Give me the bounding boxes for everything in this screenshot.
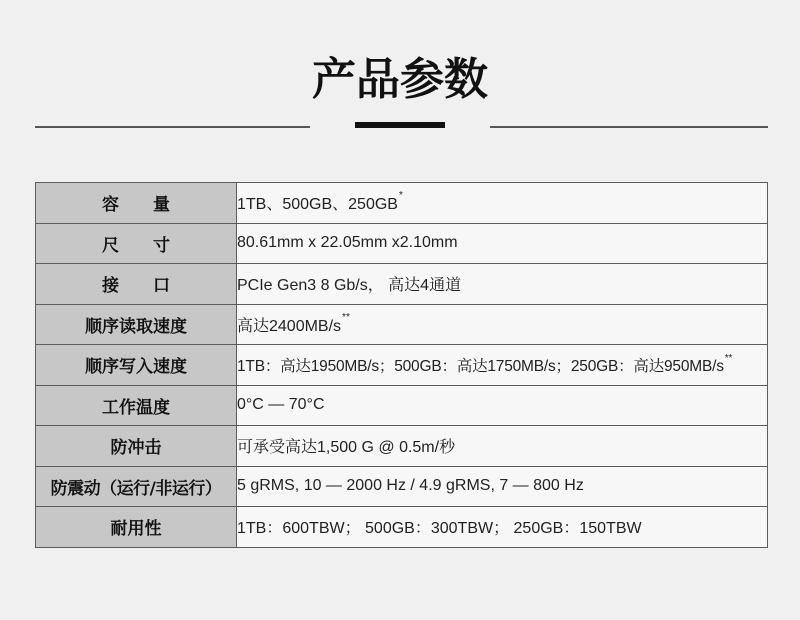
spec-value (237, 507, 768, 548)
title-rule-right (490, 126, 768, 128)
spec-row-vibration (36, 466, 768, 507)
spec-value (237, 264, 768, 305)
spec-row-seq-write (36, 345, 768, 386)
title-rule-left (35, 126, 310, 128)
spec-value (237, 223, 768, 264)
spec-label: 尺 寸 (36, 223, 237, 264)
spec-row-operating-temp (36, 385, 768, 426)
spec-value-text: 0°C — 70°C (237, 396, 325, 414)
spec-label: 接 口 (36, 264, 237, 305)
spec-value-text: 5 gRMS, 10 — 2000 Hz / 4.9 gRMS, 7 — 800 Hz (237, 477, 584, 495)
spec-value-text: 1TB：高达1950MB/s；500GB：高达1750MB/s；250GB：高达950MB/s (237, 357, 724, 375)
spec-footnote-mark: ** (724, 352, 733, 364)
spec-value-text: 1TB、500GB、250GB (237, 196, 398, 214)
spec-label: 耐用性 (36, 507, 237, 548)
spec-value-text: 可承受高达1,500 G @ 0.5m/秒 (237, 439, 456, 457)
spec-value-text: PCIe Gen3 8 Gb/s， 高达4通道 (237, 277, 462, 295)
spec-label: 防冲击 (36, 426, 237, 467)
spec-value-text: 80.61mm x 22.05mm x2.10mm (237, 234, 458, 252)
spec-label: 容 量 (36, 183, 237, 224)
title-accent-bar (355, 122, 445, 128)
spec-value (237, 385, 768, 426)
spec-row-seq-read (36, 304, 768, 345)
spec-row-endurance (36, 507, 768, 548)
spec-row-interface (36, 264, 768, 305)
spec-label: 顺序写入速度 (36, 345, 237, 386)
spec-table (35, 182, 768, 548)
spec-value-text: 1TB：600TBW； 500GB：300TBW； 250GB：150TBW (237, 520, 642, 538)
spec-value (237, 426, 768, 467)
spec-row-shock (36, 426, 768, 467)
spec-value (237, 304, 768, 345)
spec-label: 工作温度 (36, 385, 237, 426)
page-title: 产品参数 (312, 54, 488, 105)
spec-row-dimensions (36, 223, 768, 264)
spec-value (237, 345, 768, 386)
spec-label: 防震动（运行/非运行） (36, 466, 237, 507)
spec-value-text: 高达2400MB/s (237, 317, 342, 335)
spec-value (237, 183, 768, 224)
spec-value (237, 466, 768, 507)
spec-label: 顺序读取速度 (36, 304, 237, 345)
spec-footnote-mark: ** (342, 311, 350, 323)
spec-footnote-mark: * (398, 190, 403, 202)
spec-row-capacity (36, 183, 768, 224)
